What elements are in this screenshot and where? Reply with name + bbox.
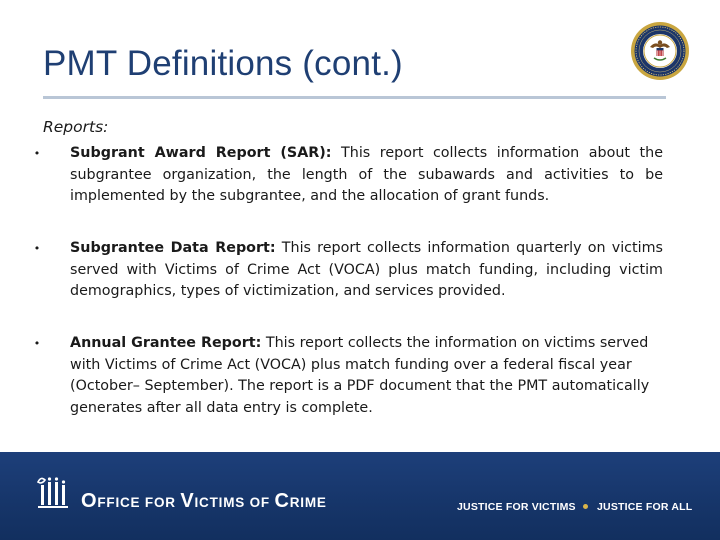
definition-sar: This report collects information about the subgrantee organization, the length of the subawards and activities to be implemented by the subgrantee, and the allocation of grant funds. bbox=[70, 145, 663, 204]
tagline-justice-for-all: JUSTICE FOR ALL bbox=[597, 501, 693, 513]
ovc-columns-logo-icon bbox=[35, 475, 75, 511]
doj-seal-icon bbox=[630, 21, 690, 81]
bullet-icon: • bbox=[33, 337, 41, 350]
list-item-annual-grantee-report bbox=[33, 333, 663, 419]
bullet-icon: • bbox=[33, 147, 41, 160]
term-subgrantee-data-report: Subgrantee Data Report: bbox=[70, 240, 276, 256]
term-sar: Subgrant Award Report (SAR): bbox=[70, 145, 332, 161]
bullet-icon: • bbox=[33, 242, 41, 255]
term-annual-grantee-report: Annual Grantee Report: bbox=[70, 335, 262, 351]
tagline-justice-for-victims: JUSTICE FOR VICTIMS bbox=[457, 501, 576, 513]
slide-title: PMT Definitions (cont.) bbox=[43, 44, 403, 83]
ovc-wordmark: OFFICE FOR VICTIMS OF CRIME bbox=[81, 490, 327, 512]
list-item-subgrantee-data-report bbox=[33, 238, 663, 303]
title-divider bbox=[43, 96, 666, 99]
list-item-sar bbox=[33, 143, 663, 208]
reports-subheading: Reports: bbox=[43, 118, 109, 136]
definition-annual-grantee-report: This report collects the information on victims served with Victims of Crime Act (VOCA) plus match funding over a federal fiscal year (October– September). The report is a PDF document that the PMT automatically generates after all data entry is complete. bbox=[70, 335, 650, 416]
definition-subgrantee-data-report: This report collects information quarterly on victims served with Victims of Crime Act (VOCA) plus match funding, including victim demographics, types of victimization, and services provided. bbox=[70, 240, 663, 299]
tagline-separator-dot bbox=[583, 504, 588, 509]
